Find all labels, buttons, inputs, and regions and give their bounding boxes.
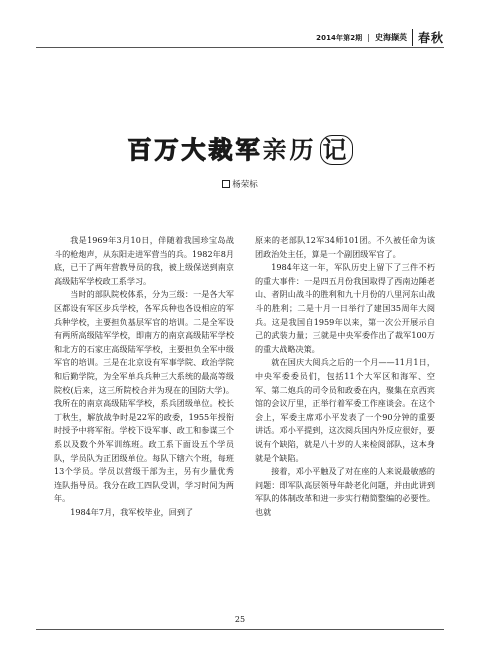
title-solid-part: 亲历 (262, 136, 317, 164)
author-line (0, 178, 480, 190)
body-column-right (255, 234, 435, 519)
author-name: 杨荣标 (232, 180, 258, 190)
header-rule (36, 47, 444, 48)
paragraph: 1984年7月，我军校毕业，回到了 (70, 506, 194, 517)
title-outline-part: 百万大裁军 (127, 136, 263, 164)
paragraph: 我是1969年3月10日，伴随着我国珍宝岛战斗的枪炮声，从东阳走进军营当的兵。1982年8月底，已干了两年营教导员的我，被上级保送到南京高级陆军学校政工系学习。 (54, 235, 234, 286)
magazine-logo: 春秋 (412, 29, 444, 46)
paragraph: 当时的部队院校体系，分为三级：一是各大军区都设有军区步兵学校，各军兵种也各设相应的军兵种学校，主要担负基层军官的培训。二是全军设有两所高级陆军学校，即南方的南京高级陆军学校和北方的石家庄高级陆军学校，主要担负全军中级军官的培训。三是在北京设有军事学院、政治学院和后勤学院，为全军单兵兵种三大系统的最高等级院校(后来，这三所院校合并为现在的国防大学)。我所在的南京高级陆军学校，系兵团级单位。校长丁秋生，解放战争时是22军的政委，1955年授衔时授予中将军衔。学校下设军事、政工和参谋三个系以及数个外军训练班。政工系下面设五个学员队，学员队为正团级单位。每队下辖六个班，每班13个学员。学员以营级干部为主，另有少量优秀连队指导员。我分在政工四队受训，学习时间为两年。 (54, 289, 234, 504)
article-title (0, 130, 480, 165)
running-header (316, 29, 444, 46)
paragraph: 1984年这一年，军队历史上留下了三件不朽的重大事件：一是四五月份我国取得了西南边陲老山、者阴山战斗的胜利和九十月份的八里河东山战斗的胜利；二是十月一日举行了建国35周年大阅兵。这是我国自1959年以来，第一次公开展示自己的武装力量；三就是中央军委作出了裁军100万的重大战略决策。 (255, 262, 435, 354)
body-column-left (54, 234, 234, 519)
header-separator: | (367, 33, 370, 42)
footer-rule (36, 629, 444, 630)
page-number: 25 (234, 615, 246, 624)
issue-label: 2014年第2期 (316, 33, 363, 42)
paragraph: 接着，邓小平触及了对在座的人来说最敏感的问题：即军队高层领导年龄老化问题，并由此讲到军队的体制改革和进一步实行精简整编的必要性。也就 (255, 466, 435, 517)
title-boxed-part: 记 (320, 135, 353, 165)
column-label: 史海撷英 (374, 33, 407, 42)
square-icon (222, 180, 230, 188)
paragraph: 就在国庆大阅兵之后的一个月——11月1日，中央军委委员们，包括11个大军区和海军、空军、第二炮兵的司令员和政委在内，聚集在京西宾馆的会议厅里，正举行着军委工作座谈会。在这个会上，军委主席邓小平发表了一个90分钟的重要讲话。邓小平提到，这次阅兵国内外反应很好，要说有个缺陷，就是八十岁的人来检阅部队，这本身就是个缺陷。 (255, 357, 435, 463)
paragraph-continued: 原来的老部队12军34师101团。不久被任命为该团政治处主任，算是一个副团级军官了。 (255, 235, 435, 259)
